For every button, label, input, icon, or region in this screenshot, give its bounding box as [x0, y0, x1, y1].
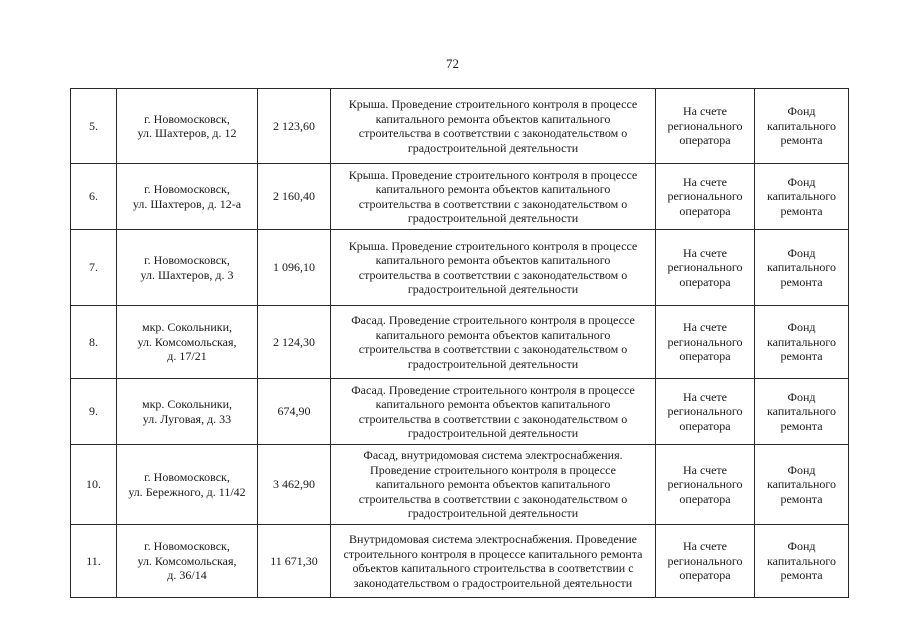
work-line: Проведение строительного контроля в процессе: [370, 462, 616, 477]
address-line: г. Новомосковск,: [144, 111, 230, 126]
account-cell: [656, 306, 755, 379]
work-line: объектов капитального строительства в соответствии с: [352, 561, 634, 575]
account-line: регионального: [667, 553, 743, 568]
address-cell: [117, 445, 258, 525]
row-number: 5.: [71, 89, 117, 164]
row-number: 9.: [71, 379, 117, 445]
fund-line: Фонд: [787, 320, 816, 335]
table-row: [71, 164, 849, 230]
table-row: [71, 306, 849, 379]
fund-line: ремонта: [780, 203, 823, 218]
work-line: Фасад, внутридомовая система электроснабжения.: [363, 448, 623, 463]
address-line: г. Новомосковск,: [144, 470, 230, 484]
address-line: г. Новомосковск,: [144, 539, 230, 554]
address-line: ул. Комсомольская,: [137, 553, 237, 568]
address-line: мкр. Сокольники,: [141, 397, 233, 411]
address-line: ул. Комсомольская,: [137, 334, 237, 349]
work-line: строительства в соответствии с законодательством о: [358, 342, 628, 356]
amount-cell: 2 124,30: [258, 306, 331, 379]
address-line: ул. Шахтеров, д. 12: [137, 126, 237, 140]
account-line: На счете: [682, 245, 727, 260]
work-line: градостроительной деятельности: [407, 140, 579, 155]
work-description-cell: [331, 89, 656, 164]
work-line: Крыша. Проведение строительного контроля в процессе: [348, 238, 638, 253]
account-line: На счете: [682, 539, 727, 554]
account-line: регионального: [667, 189, 743, 204]
row-number: 10.: [71, 445, 117, 525]
fund-cell: [755, 230, 849, 306]
work-line: строительного контроля в процессе капитального ремонта: [343, 546, 643, 561]
account-line: регионального: [667, 404, 743, 419]
work-line: Крыша. Проведение строительного контроля в процессе: [348, 167, 638, 182]
work-line: градостроительной деятельности: [407, 282, 579, 296]
fund-line: Фонд: [787, 462, 816, 477]
fund-line: ремонта: [780, 491, 823, 506]
fund-line: ремонта: [780, 274, 823, 289]
work-line: градостроительной деятельности: [407, 506, 579, 521]
fund-line: ремонта: [780, 133, 823, 148]
amount-cell: 11 671,30: [258, 525, 331, 598]
fund-line: ремонта: [780, 418, 823, 433]
account-line: На счете: [682, 320, 727, 335]
fund-line: капитального: [767, 334, 836, 349]
work-line: Внутридомовая система электроснабжения. Проведение: [349, 532, 637, 546]
address-line: ул. Луговая, д. 33: [142, 411, 232, 426]
work-line: капитального ремонта объектов капитального: [375, 477, 611, 492]
row-number: 8.: [71, 306, 117, 379]
fund-line: капитального: [767, 477, 836, 492]
address-line: мкр. Сокольники,: [141, 320, 233, 335]
table-row: [71, 379, 849, 445]
work-line: строительства в соответствии с законодательством о: [358, 411, 628, 426]
amount-cell: 1 096,10: [258, 230, 331, 306]
amount-cell: 3 462,90: [258, 445, 331, 525]
address-line: г. Новомосковск,: [144, 253, 230, 267]
address-line: ул. Бережного, д. 11/42: [128, 484, 246, 499]
work-description-cell: [331, 306, 656, 379]
work-description-cell: [331, 445, 656, 525]
table-row: [71, 89, 849, 164]
work-line: капитального ремонта объектов капитального: [375, 397, 611, 411]
account-cell: [656, 525, 755, 598]
fund-cell: [755, 525, 849, 598]
work-line: строительства в соответствии с законодательством о: [358, 491, 628, 506]
amount-cell: 2 160,40: [258, 164, 331, 230]
address-cell: [117, 230, 258, 306]
account-line: оператора: [679, 349, 731, 364]
work-line: капитального ремонта объектов капитального: [375, 253, 611, 267]
fund-cell: [755, 379, 849, 445]
account-line: регионального: [667, 334, 743, 349]
account-line: регионального: [667, 477, 743, 492]
page-number: 72: [446, 56, 459, 71]
fund-line: капитального: [767, 189, 836, 204]
address-cell: [117, 306, 258, 379]
table-row: [71, 230, 849, 306]
table-row: [71, 525, 849, 598]
fund-line: Фонд: [787, 174, 816, 189]
work-line: Фасад. Проведение строительного контроля в процессе: [351, 382, 635, 397]
work-line: капитального ремонта объектов капитального: [375, 111, 611, 126]
address-line: д. 36/14: [167, 568, 207, 583]
account-line: оператора: [679, 568, 731, 583]
account-line: регионального: [667, 260, 743, 275]
address-cell: [117, 525, 258, 598]
table-row: [71, 445, 849, 525]
work-description-cell: [331, 230, 656, 306]
account-line: На счете: [682, 104, 727, 119]
work-line: Фасад. Проведение строительного контроля в процессе: [351, 313, 635, 327]
account-line: На счете: [682, 389, 727, 404]
address-line: ул. Шахтеров, д. 12-а: [132, 196, 242, 211]
fund-line: капитального: [767, 260, 836, 275]
account-cell: [656, 445, 755, 525]
work-line: капитального ремонта объектов капитального: [375, 182, 611, 196]
row-number: 6.: [71, 164, 117, 230]
table-body: [71, 89, 849, 598]
work-description-cell: [331, 164, 656, 230]
account-cell: [656, 230, 755, 306]
fund-line: Фонд: [787, 104, 816, 119]
work-line: градостроительной деятельности: [407, 211, 579, 225]
work-line: строительства в соответствии с законодательством о: [358, 196, 628, 211]
account-cell: [656, 164, 755, 230]
fund-line: капитального: [767, 118, 836, 133]
fund-cell: [755, 306, 849, 379]
address-cell: [117, 379, 258, 445]
account-line: На счете: [682, 462, 727, 477]
account-line: оператора: [679, 133, 731, 148]
fund-line: Фонд: [787, 539, 816, 554]
work-line: строительства в соответствии с законодательством о: [358, 126, 628, 140]
account-line: оператора: [679, 491, 731, 506]
work-line: капитального ремонта объектов капитального: [375, 327, 611, 342]
work-description-cell: [331, 379, 656, 445]
fund-line: ремонта: [780, 349, 823, 364]
amount-cell: 674,90: [258, 379, 331, 445]
address-cell: [117, 164, 258, 230]
work-line: строительства в соответствии с законодательством о: [358, 267, 628, 282]
account-line: оператора: [679, 274, 731, 289]
account-cell: [656, 379, 755, 445]
work-line: градостроительной деятельности: [407, 426, 579, 440]
work-line: градостроительной деятельности: [407, 356, 579, 371]
address-cell: [117, 89, 258, 164]
account-line: оператора: [679, 203, 731, 218]
fund-cell: [755, 89, 849, 164]
fund-line: ремонта: [780, 568, 823, 583]
account-cell: [656, 89, 755, 164]
address-line: д. 17/21: [167, 349, 207, 364]
work-description-cell: [331, 525, 656, 598]
fund-line: Фонд: [787, 245, 816, 260]
address-line: г. Новомосковск,: [144, 182, 230, 196]
amount-cell: 2 123,60: [258, 89, 331, 164]
fund-line: капитального: [767, 404, 836, 419]
works-table: [70, 88, 849, 598]
fund-line: капитального: [767, 553, 836, 568]
fund-cell: [755, 164, 849, 230]
address-line: ул. Шахтеров, д. 3: [140, 267, 234, 282]
row-number: 11.: [71, 525, 117, 598]
account-line: оператора: [679, 418, 731, 433]
row-number: 7.: [71, 230, 117, 306]
account-line: регионального: [667, 118, 743, 133]
fund-line: Фонд: [787, 389, 816, 404]
work-line: законодательством о градостроительной деятельности: [353, 575, 633, 590]
fund-cell: [755, 445, 849, 525]
work-line: Крыша. Проведение строительного контроля в процессе: [348, 97, 638, 111]
account-line: На счете: [682, 174, 727, 189]
